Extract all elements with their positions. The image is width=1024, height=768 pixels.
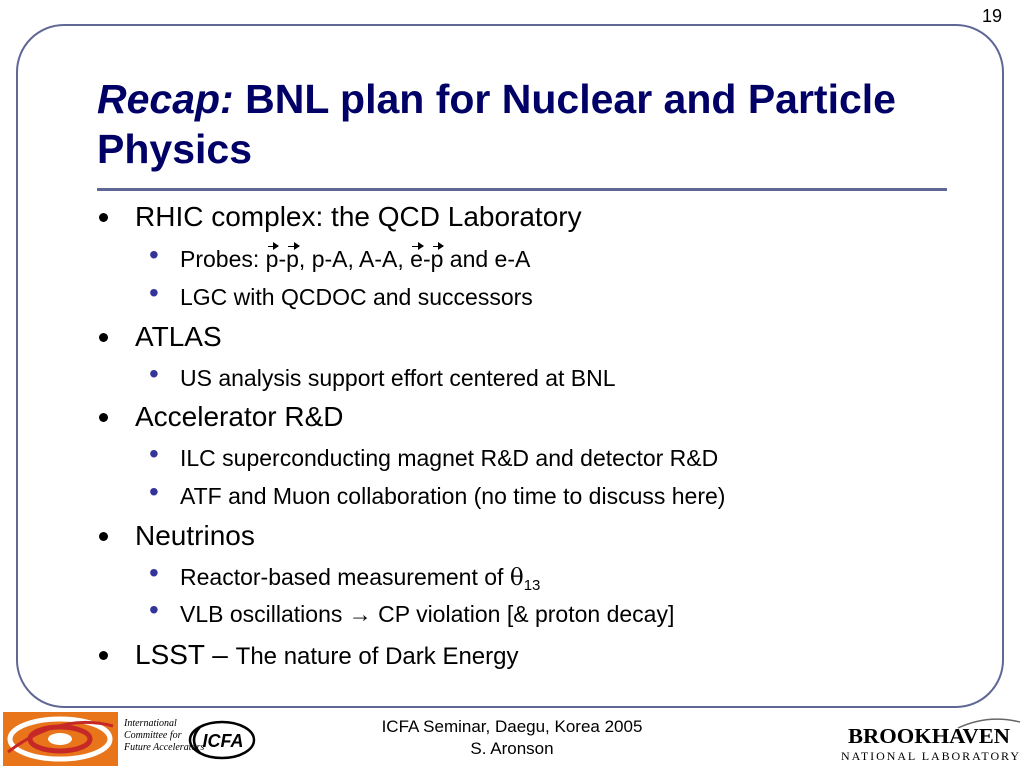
- icfa-text-line: Committee for: [124, 730, 182, 741]
- probes-prefix: Probes:: [180, 246, 266, 272]
- theta-subscript: 13: [523, 577, 541, 594]
- footer-line-2: S. Aronson: [470, 739, 554, 758]
- bullet-accelerator: Accelerator R&D: [135, 401, 344, 432]
- title-rest: BNL plan for Nuclear and Particle Physics: [97, 76, 896, 172]
- title-divider: [97, 188, 947, 191]
- bnl-subtitle: NATIONAL LABORATORY: [841, 749, 1019, 763]
- probes-suffix: and e-A: [443, 246, 531, 272]
- probes-mid: , p-A, A-A,: [298, 246, 411, 272]
- probe-dash: -: [422, 246, 431, 272]
- icfa-text-line: Future Accelerators: [124, 742, 205, 753]
- probe-vector-p: p: [430, 246, 444, 272]
- bullet-neutrinos: Neutrinos: [135, 520, 255, 551]
- probe-vector-e: e: [410, 246, 423, 272]
- title-italic: Recap:: [97, 76, 234, 122]
- sub-bullet-vlb: [180, 600, 674, 628]
- footer-line-1: ICFA Seminar, Daegu, Korea 2005: [381, 717, 643, 736]
- icfa-oval-label: ICFA: [202, 731, 244, 751]
- lsst-detail: The nature of Dark Energy: [235, 643, 519, 670]
- icfa-oval-logo: [186, 719, 256, 761]
- footer-text: [330, 716, 694, 760]
- theta-symbol: θ: [509, 565, 524, 591]
- probe-dash: -: [278, 246, 287, 272]
- reactor-prefix: Reactor-based measurement of: [180, 564, 510, 590]
- sub-bullet-lgc: • LGC with QCDOC and successors: [180, 283, 533, 311]
- bnl-name: BROOKHAVEN: [848, 724, 1010, 748]
- bullet-rhic: RHIC complex: the QCD Laboratory: [135, 201, 582, 232]
- sub-bullet-reactor: [180, 563, 540, 600]
- right-arrow-icon: →: [348, 601, 372, 627]
- sub-bullet-atlas-support: • US analysis support effort centered at BNL: [180, 364, 616, 392]
- bullet-atlas: ATLAS: [135, 321, 222, 352]
- sub-bullet-atf: • ATF and Muon collaboration (no time to discuss here): [180, 482, 725, 510]
- slide-title: [97, 74, 957, 174]
- sub-bullet-ilc: • ILC superconducting magnet R&D and detector R&D: [180, 444, 718, 472]
- lsst-dash: –: [204, 639, 236, 670]
- sub-bullet-probes: [180, 245, 530, 273]
- lsst-label: LSST: [135, 639, 205, 670]
- probe-vector-p: p: [265, 246, 279, 272]
- vlb-suffix: CP violation [& proton decay]: [371, 601, 675, 627]
- icfa-swirl-logo: [3, 712, 118, 766]
- vlb-prefix: VLB oscillations: [180, 601, 349, 627]
- icfa-text-line: International: [124, 718, 177, 729]
- brookhaven-logo: [838, 712, 1024, 768]
- bullet-lsst: [135, 639, 518, 673]
- probe-vector-p: p: [286, 246, 299, 272]
- page-number: 19: [981, 6, 1002, 26]
